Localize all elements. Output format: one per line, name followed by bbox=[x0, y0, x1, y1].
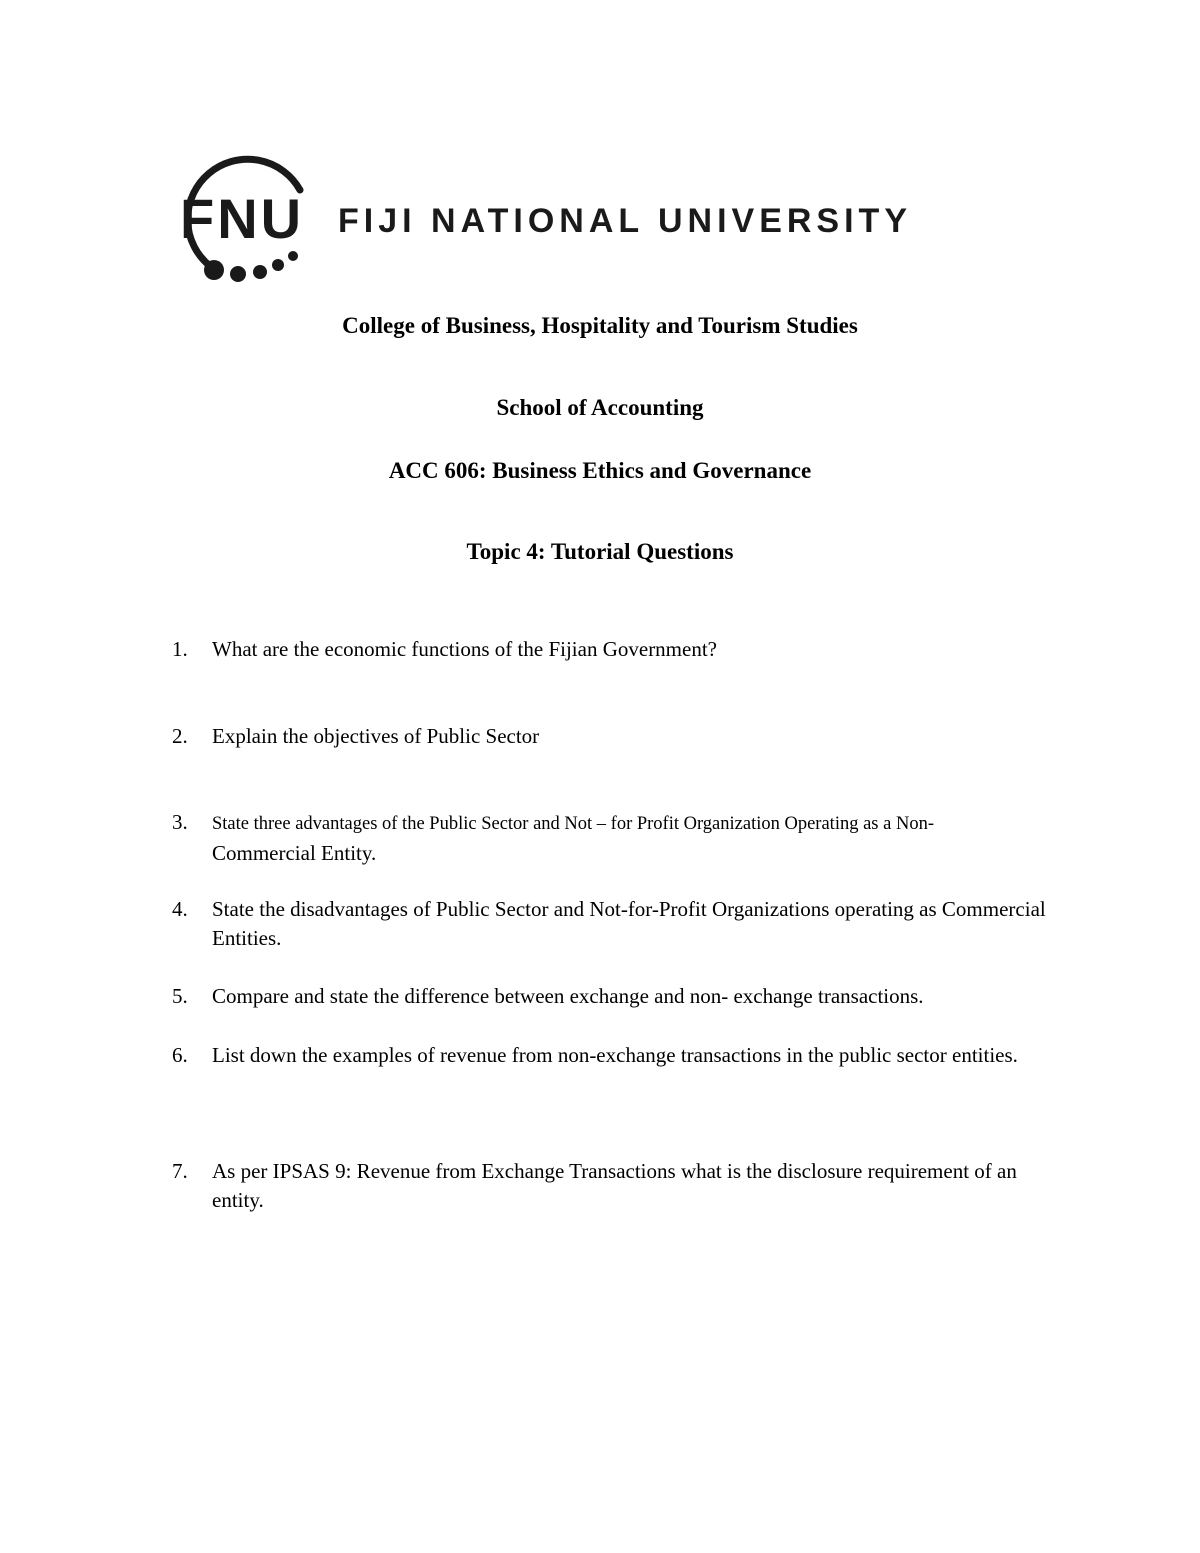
question-item bbox=[172, 1157, 1072, 1215]
logo-dot bbox=[230, 266, 246, 282]
question-number: 4. bbox=[172, 897, 188, 921]
question-item bbox=[172, 635, 1072, 664]
question-text-part: Commercial Entity. bbox=[212, 841, 377, 865]
question-item bbox=[172, 808, 1072, 868]
question-text: Explain the objectives of Public Sector bbox=[212, 724, 540, 748]
question-text: Compare and state the difference between exchange and non- exchange transactions. bbox=[212, 984, 924, 1008]
question-item bbox=[172, 1041, 1072, 1070]
question-item bbox=[172, 982, 1072, 1011]
logo-dot bbox=[253, 265, 267, 279]
college-heading: College of Business, Hospitality and Tourism Studies bbox=[342, 313, 858, 338]
question-number: 2. bbox=[172, 724, 188, 748]
question-number: 7. bbox=[172, 1159, 188, 1183]
question-item bbox=[172, 895, 1072, 953]
question-item bbox=[172, 722, 1072, 751]
course-heading: ACC 606: Business Ethics and Governance bbox=[388, 458, 812, 483]
logo-acronym: FNU bbox=[180, 187, 305, 250]
school-heading: School of Accounting bbox=[496, 395, 704, 420]
question-number: 5. bbox=[172, 984, 188, 1008]
logo-dot bbox=[288, 251, 298, 261]
topic-heading: Topic 4: Tutorial Questions bbox=[466, 539, 734, 564]
question-text-part: State three advantages of the Public Sector and Not – for Profit Organization Operating as a Non- bbox=[212, 814, 934, 834]
question-text: List down the examples of revenue from non-exchange transactions in the public sector entities. bbox=[212, 1043, 1018, 1067]
question-text bbox=[212, 808, 1072, 868]
question-text: As per IPSAS 9: Revenue from Exchange Transactions what is the disclosure requirement of an entity. bbox=[212, 1159, 1017, 1212]
logo-name: FIJI NATIONAL UNIVERSITY bbox=[338, 202, 913, 240]
question-text: What are the economic functions of the Fijian Government? bbox=[212, 637, 717, 661]
fnu-logo-graphic bbox=[150, 148, 1050, 288]
logo-dot bbox=[272, 259, 284, 271]
question-number: 1. bbox=[172, 637, 188, 661]
fnu-logo bbox=[150, 148, 1050, 288]
question-text: State the disadvantages of Public Sector and Not-for-Profit Organizations operating as Commercial Entities. bbox=[212, 897, 1046, 950]
question-number: 3. bbox=[172, 810, 188, 834]
logo-dot bbox=[204, 260, 224, 280]
question-number: 6. bbox=[172, 1043, 188, 1067]
